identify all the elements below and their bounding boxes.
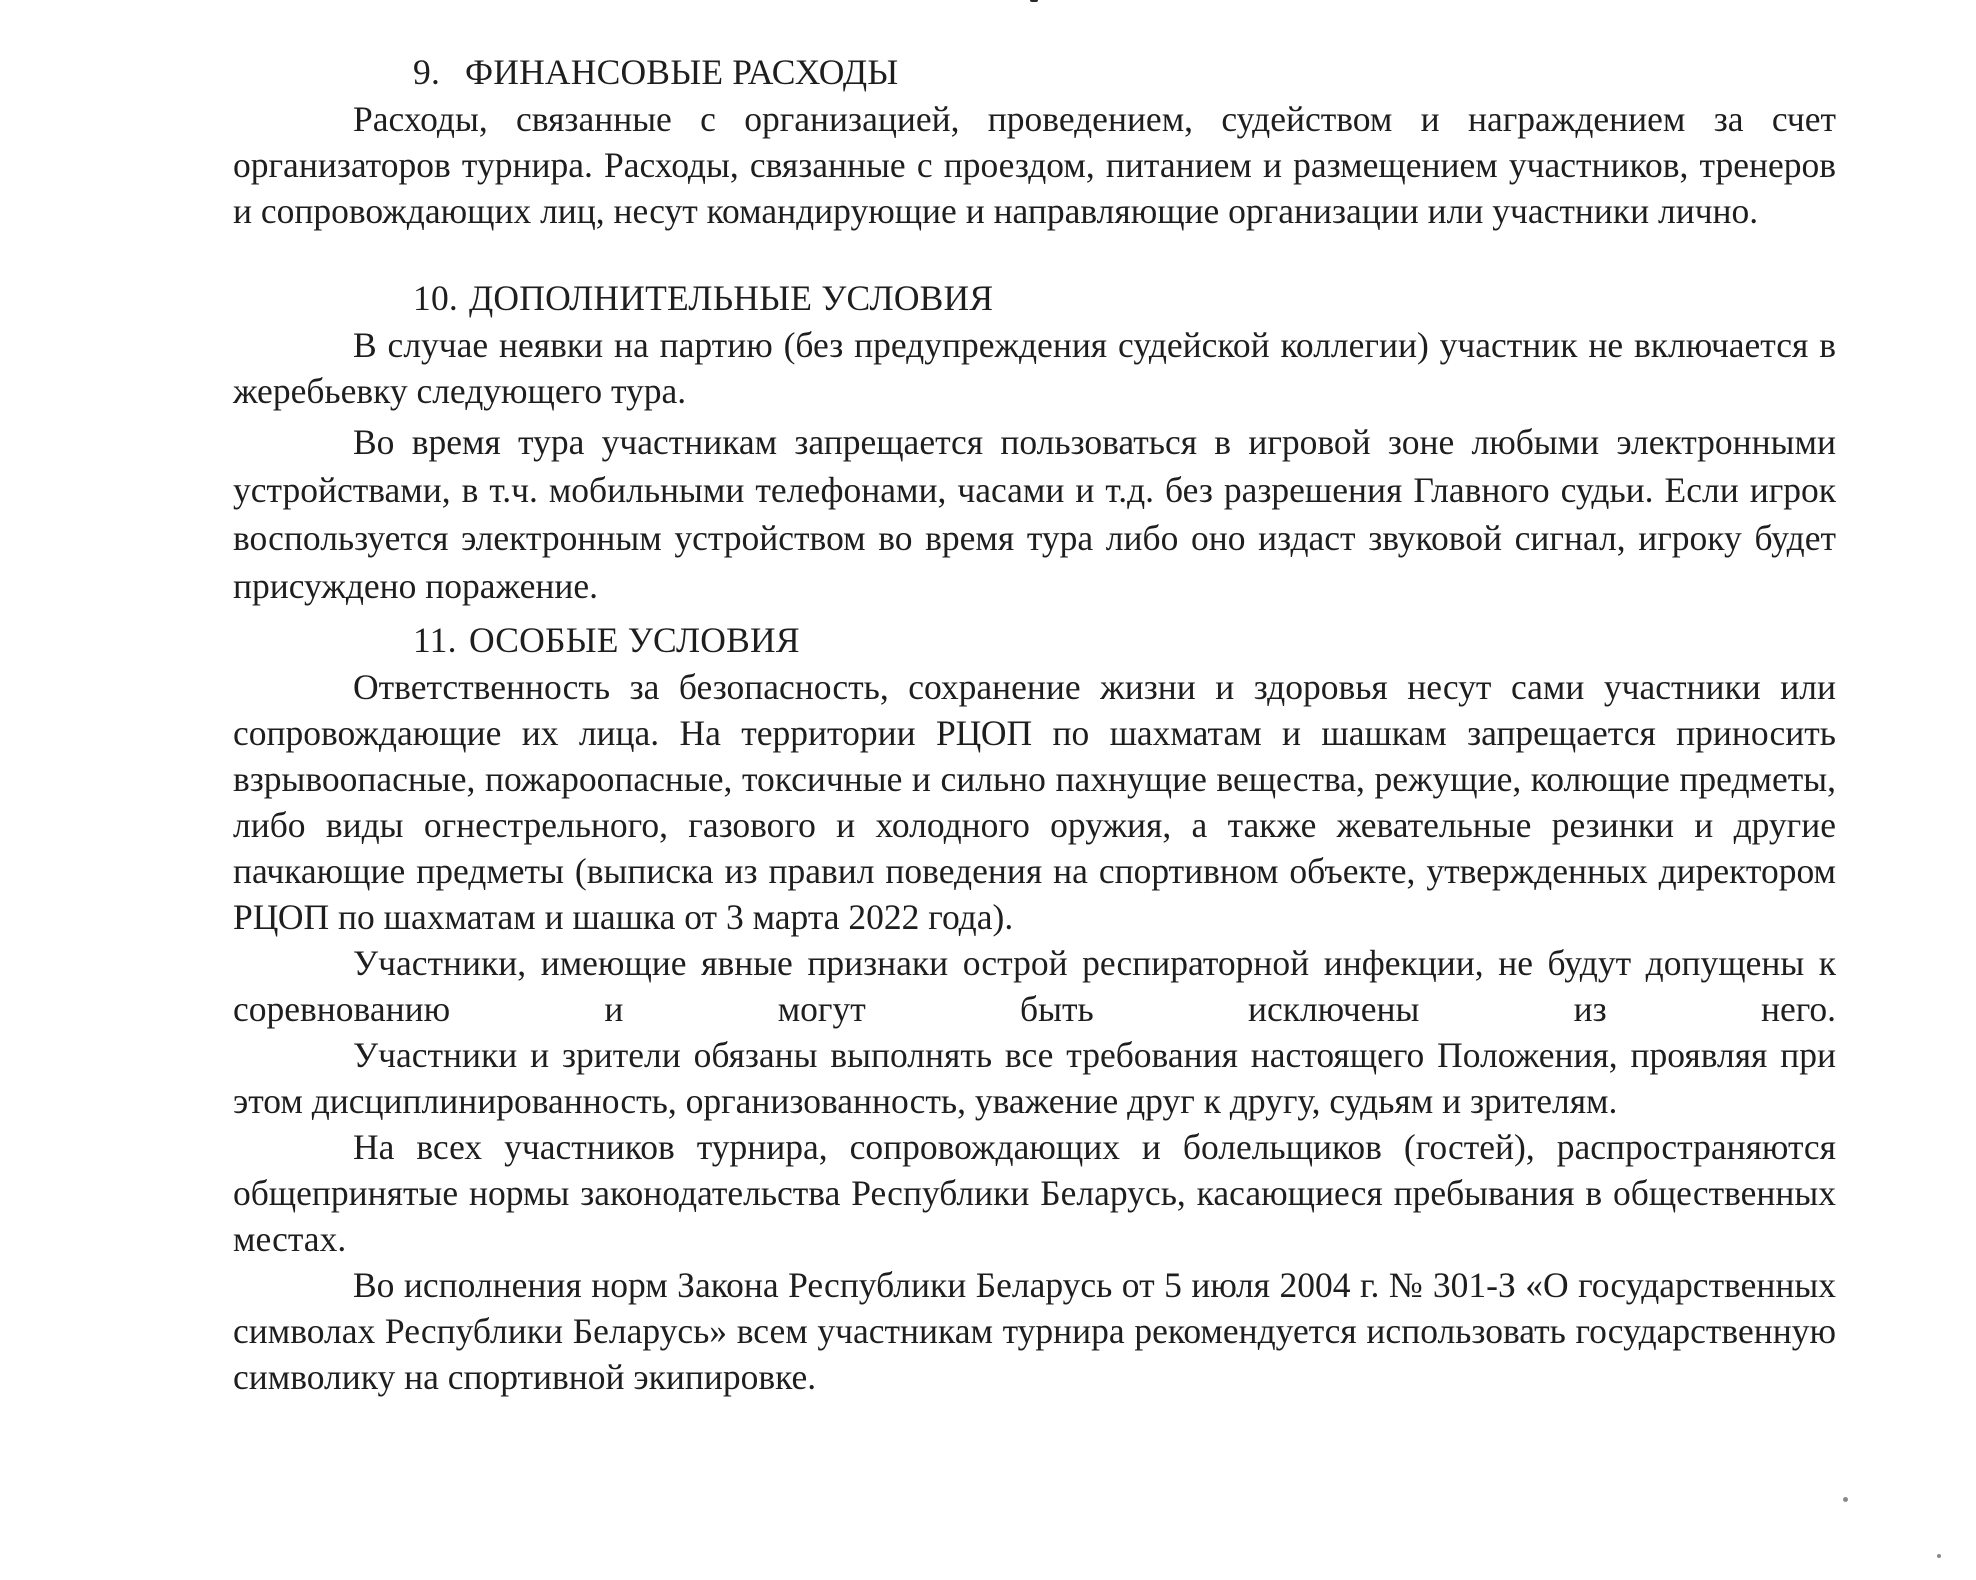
paragraph: Участники и зрители обязаны выполнять все требования настоящего Положения, проявляя при этом дисциплинированность, организованность, уважение друг к другу, судьям и зрителям. [233, 1035, 1836, 1121]
section-number: 10. [413, 278, 458, 318]
paragraph: Участники, имеющие явные признаки острой респираторной инфекции, не будут допущены к соревнованию и могут быть исключены из него. [233, 943, 1836, 1029]
paragraph: Ответственность за безопасность, сохранение жизни и здоровья несут сами участники или сопровождающие их лица. На территории РЦОП по шахматам и шашкам запрещается приносить взрывоопасные, пожароопасные, токсичные и сильно пахнущие вещества, режущие, колющие предметы, либо виды огнестрельного, газового и холодного оружия, а также жевательные резинки и другие пачкающие предметы (выписка из правил поведения на спортивном объекте, утвержденных директором РЦОП по шахматам и шашка от 3 марта 2022 года). [233, 667, 1836, 937]
paragraph: Во время тура участникам запрещается пользоваться в игровой зоне любыми электронными устройствами, в т.ч. мобильными телефонами, часами и т.д. без разрешения Главного судьи. Если игрок воспользуется электронным устройством во время тура либо оно издаст звуковой сигнал, игроку будет присуждено поражение. [233, 422, 1836, 606]
section-heading [233, 616, 1836, 664]
paragraph: В случае неявки на партию (без предупреждения судейской коллегии) участник не включается в жеребьевку следующего тура. [233, 325, 1836, 411]
section-financial-expenses [233, 48, 1836, 234]
section-heading [233, 274, 1836, 322]
section-title: ДОПОЛНИТЕЛЬНЫЕ УСЛОВИЯ [469, 278, 994, 318]
section-spacer [233, 234, 1836, 274]
scan-speck [1937, 1554, 1941, 1558]
scan-speck [1843, 1497, 1848, 1502]
section-heading [233, 48, 1836, 96]
section-number: 11. [413, 620, 457, 660]
section-title: ОСОБЫЕ УСЛОВИЯ [469, 620, 800, 660]
page-top-mark [1030, 0, 1038, 2]
paragraph: На всех участников турнира, сопровождающих и болельщиков (гостей), распространяются общепринятые нормы законодательства Республики Беларусь, касающиеся пребывания в общественных местах. [233, 1127, 1836, 1259]
section-additional-conditions [233, 274, 1836, 610]
document-body [233, 48, 1836, 1400]
section-special-conditions [233, 616, 1836, 1400]
paragraph: Во исполнения норм Закона Республики Беларусь от 5 июля 2004 г. № 301-З «О государственных символах Республики Беларусь» всем участникам турнира рекомендуется использовать государственную символику на спортивной экипировке. [233, 1265, 1836, 1397]
paragraph: Расходы, связанные с организацией, проведением, судейством и награждением за счет организаторов турнира. Расходы, связанные с проездом, питанием и размещением участников, тренеров и сопровождающих лиц, несут командирующие и направляющие организации или участники лично. [233, 99, 1836, 231]
section-number: 9. [413, 52, 441, 92]
section-title: ФИНАНСОВЫЕ РАСХОДЫ [465, 52, 899, 92]
